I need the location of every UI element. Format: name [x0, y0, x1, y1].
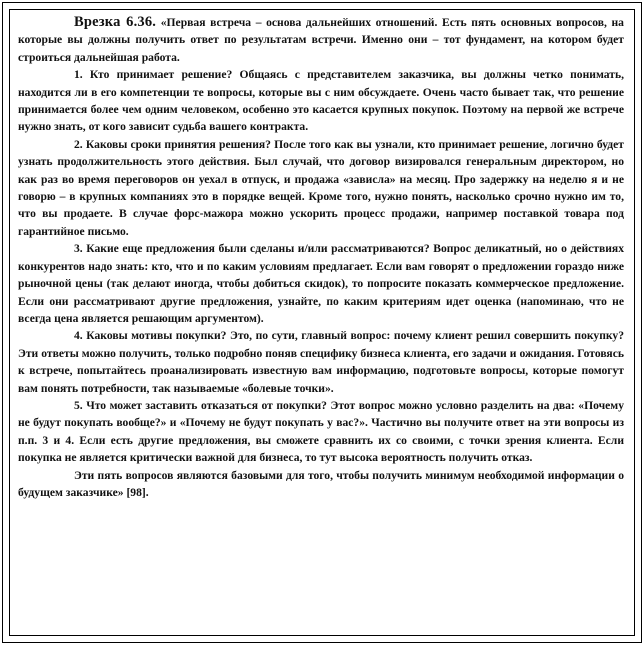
paragraph-intro-text: «Первая встреча – основа дальнейших отношений. Есть пять основных вопросов, на которые вы должны получить ответ по результатам встречи. Именно они – тот фундамент, на котором будет строиться дальнейшая работа.	[18, 16, 624, 64]
sidebar-box-outer-frame	[2, 2, 642, 643]
sidebar-box-text	[18, 14, 624, 501]
paragraph-intro	[18, 14, 624, 66]
paragraph-question-1: 1. Кто принимает решение? Общаясь с представителем заказчика, вы должны четко понимать, находится ли в его компетенции те вопросы, которые вы с ним обсуждаете. Очень часто бывает так, что решение принимается более чем одним человеком, особенно это касается крупных покупок. Поэтому на первой же встрече нужно знать, от кого зависит судьба вашего контракта.	[18, 68, 624, 134]
paragraph-question-4: 4. Каковы мотивы покупки? Это, по сути, главный вопрос: почему клиент решил совершить покупку? Эти ответы можно получить, только подробно поняв специфику бизнеса клиента, его задачи и ожидания. Готовясь к встрече, попытайтесь проанализировать известную вам информацию, подготовьте вопросы, которые помогут вам понять потребности, так называемые «болевые точки».	[18, 329, 624, 395]
sidebar-heading: Врезка 6.36.	[74, 14, 157, 30]
paragraph-question-2: 2. Каковы сроки принятия решения? После того как вы узнали, кто принимает решение, логично будет узнать продолжительность этого действия. Был случай, что договор визировался генеральным директором, но как раз во время переговоров он уехал в отпуск, и продажа «зависла» на месяц. Про задержку на неделю я и не говорю – в крупных компаниях это в порядке вещей. Кроме того, нужно понять, насколько срочно нужно им то, что вы продаете. В случае форс-мажора можно ускорить процесс продажи, например поставкой товара под гарантийное письмо.	[18, 137, 624, 238]
sidebar-box-inner-frame	[9, 9, 635, 636]
paragraph-question-5: 5. Что может заставить отказаться от покупки? Этот вопрос можно условно разделить на два: «Почему не будут покупать вообще?» и «Почему не будут покупать у вас?». Частично вы получите ответ на эти вопросы из п.п. 3 и 4. Если есть другие предложения, вы сможете сравнить их со своими, с точки зрения клиента. Если покупка не является критически важной для бизнеса, то тут высока вероятность получить отказ.	[18, 398, 624, 465]
paragraph-conclusion: Эти пять вопросов являются базовыми для того, чтобы получить минимум необходимой информации о будущем заказчике» [98].	[18, 468, 624, 499]
paragraph-question-3: 3. Какие еще предложения были сделаны и/или рассматриваются? Вопрос деликатный, но о действиях конкурентов надо знать: кто, что и по каким условиям предлагает. Если вам говорят о предложении гораздо ниже рыночной цены (так делают иногда, чтобы добиться скидок), то попросите показать коммерческое предложение. Если они рассматривают другие предложения, узнайте, по каким критериям идет оценка (напоминаю, что не всегда цена является решающим аргументом).	[18, 242, 624, 325]
